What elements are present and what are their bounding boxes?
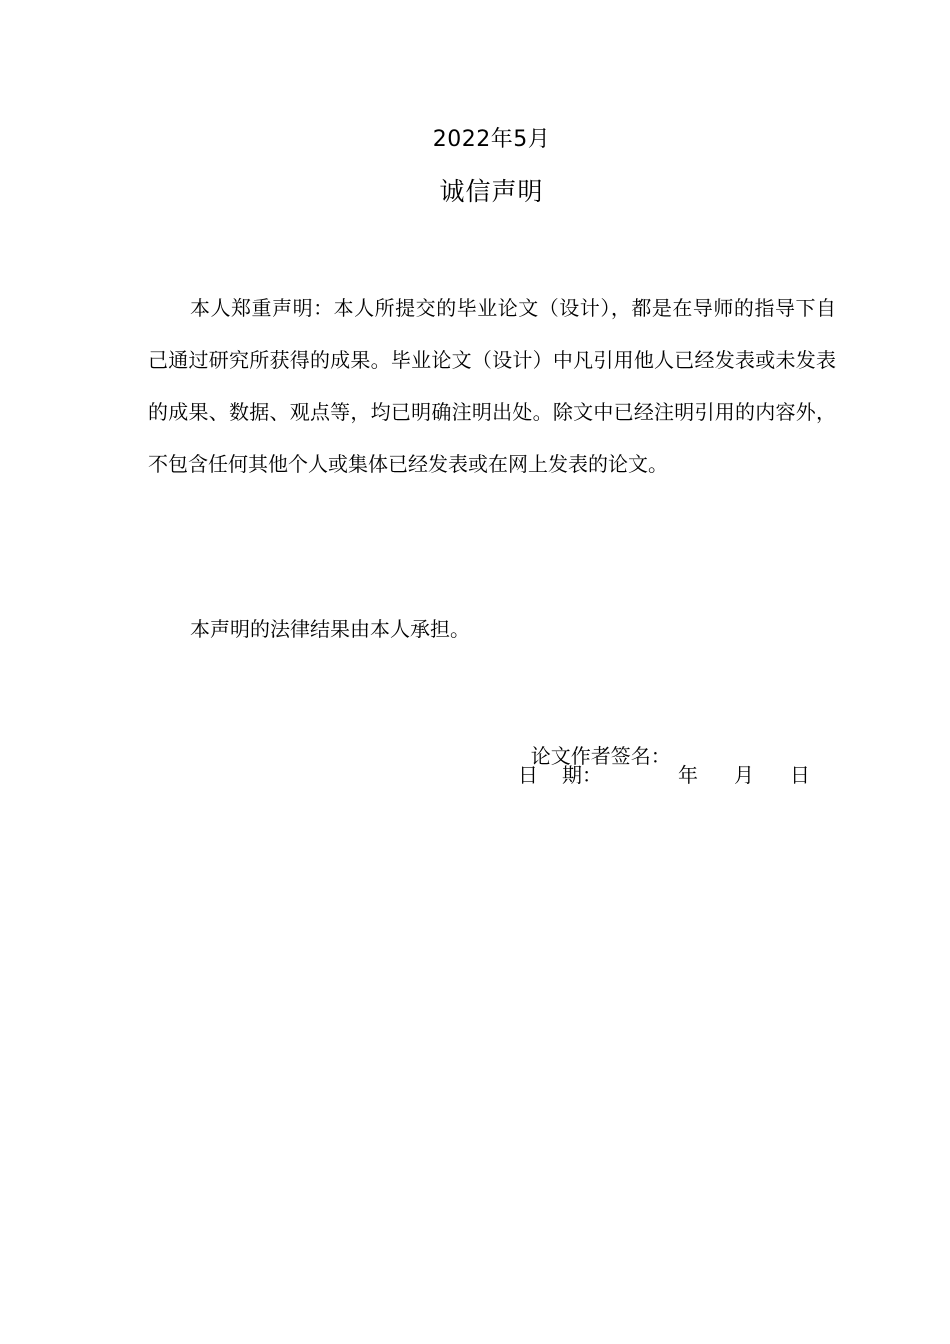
date-label-first-char: 日: [518, 763, 538, 787]
document-date: 2022年5月: [432, 127, 551, 152]
year-label: 年: [678, 763, 698, 787]
day-label: 日: [790, 763, 810, 787]
signature-date-line: [518, 760, 810, 790]
page-title: 诚信声明: [439, 177, 544, 206]
author-signature-label: 论文作者签名：: [530, 744, 671, 768]
date-label-rest: 期：: [562, 763, 602, 787]
month-label: 月: [734, 763, 754, 787]
responsibility-paragraph: 本声明的法律结果由本人承担。: [190, 617, 470, 641]
declaration-paragraph: 本人郑重声明：本人所提交的毕业论文（设计），都是在导师的指导下自己通过研究所获得的成果。毕业论文（设计）中凡引用他人已经发表或未发表的成果、数据、观点等，均已明确注明出处。除文中已经注明引用的内容外，不包含任何其他个人或集体已经发表或在网上发表的论文。: [148, 296, 836, 476]
